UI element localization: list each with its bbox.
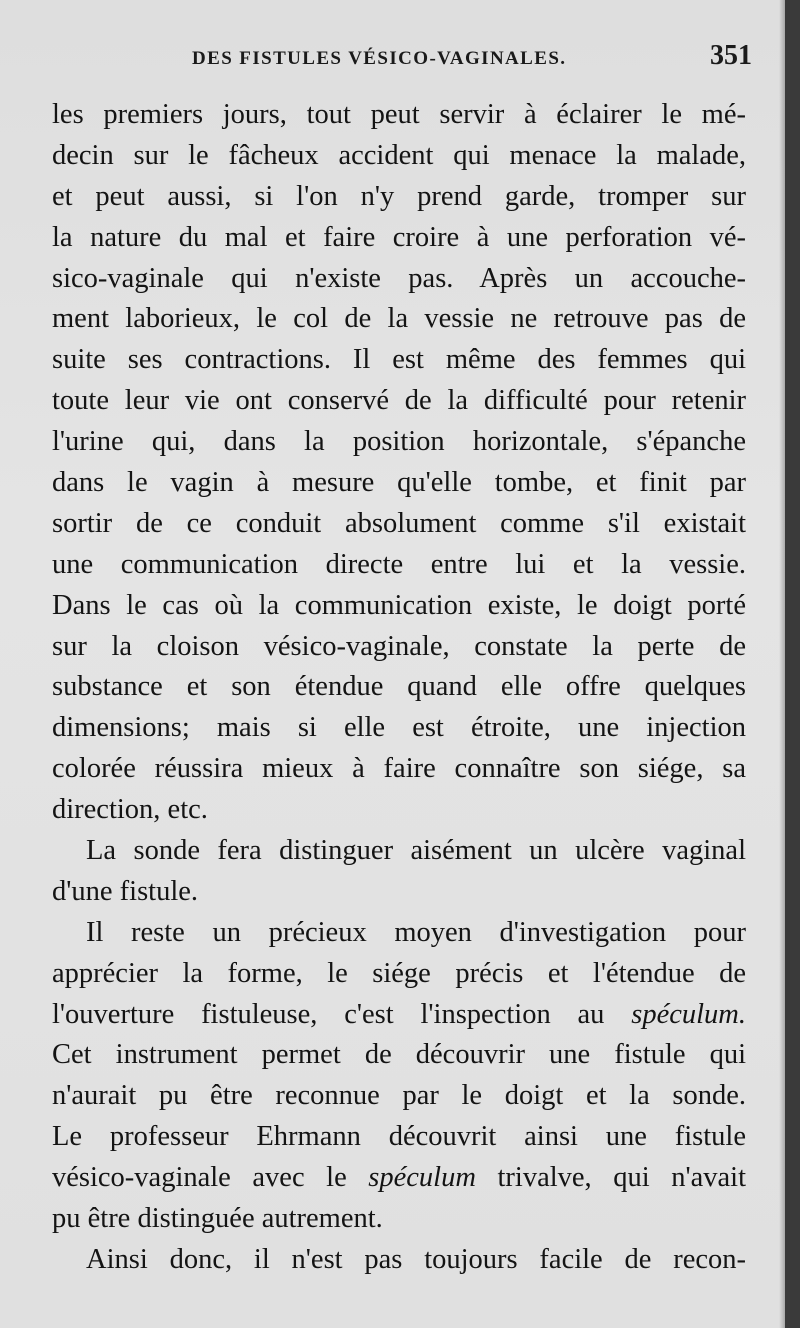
text-line: d'une fistule. [52,875,199,907]
text-line: decin sur le fâcheux accident qui menace la malade, [52,139,746,171]
paragraph-2 [52,831,746,913]
text-line: les premiers jours, tout peut servir à éclairer le mé- [52,99,746,130]
paragraph-3 [52,913,746,1240]
text-line: Dans le cas où la communication existe, le doigt porté [52,589,746,621]
text-segment: trivalve, qui n'avait [475,1162,746,1194]
italic-term: spéculum [368,1162,476,1194]
text-line: sur la cloison vésico-vaginale, constate la perte de [52,630,746,662]
text-line: pu être distinguée autrement. [52,1203,383,1235]
running-title: DES FISTULES VÉSICO-VAGINALES. [192,48,567,69]
text-line: la nature du mal et faire croire à une perforation vé- [52,221,746,253]
text-line: une communication directe entre lui et la vessie. [52,548,746,580]
body-text [52,95,746,1281]
text-line: ment laborieux, le col de la vessie ne retrouve pas de [52,303,746,335]
text-line: apprécier la forme, le siége précis et l'étendue de [52,957,746,989]
text-segment: vésico-vaginale avec le [52,1162,369,1194]
text-line: substance et son étendue quand elle offre quelques [52,671,746,703]
text-line [52,995,746,1036]
text-line: sortir de ce conduit absolument comme s'il existait [52,507,746,539]
text-line: n'aurait pu être reconnue par le doigt et la sonde. [52,1080,746,1112]
text-line: direction, etc. [52,794,208,826]
text-line: toute leur vie ont conservé de la difficulté pour retenir [52,385,746,417]
italic-term: spéculum. [631,998,746,1030]
text-line: Ainsi donc, il n'est pas toujours facile de recon- [86,1243,746,1275]
text-segment: l'ouverture fistuleuse, c'est l'inspection au [52,998,632,1030]
text-line: sico-vaginale qui n'existe pas. Après un accouche- [52,262,746,294]
text-line: La sonde fera distinguer aisément un ulcère vaginal [86,835,746,867]
text-line: dans le vagin à mesure qu'elle tombe, et finit par [52,467,746,499]
scan-edge [785,0,800,1328]
paragraph-1 [52,95,746,831]
text-line: dimensions; mais si elle est étroite, une injection [52,712,746,744]
running-header [52,38,752,78]
text-line: Il reste un précieux moyen d'investigation pour [86,916,746,948]
text-line: l'urine qui, dans la position horizontale, s'épanche [52,426,746,458]
paragraph-4 [52,1240,746,1281]
text-line: colorée réussira mieux à faire connaître son siége, sa [52,753,746,785]
text-line: Cet instrument permet de découvrir une fistule qui [52,1039,746,1071]
text-line: et peut aussi, si l'on n'y prend garde, tromper sur [52,180,746,212]
page-number: 351 [710,40,752,71]
text-line: Le professeur Ehrmann découvrit ainsi une fistule [52,1121,746,1153]
text-line: suite ses contractions. Il est même des femmes qui [52,344,746,376]
text-line [52,1158,746,1199]
